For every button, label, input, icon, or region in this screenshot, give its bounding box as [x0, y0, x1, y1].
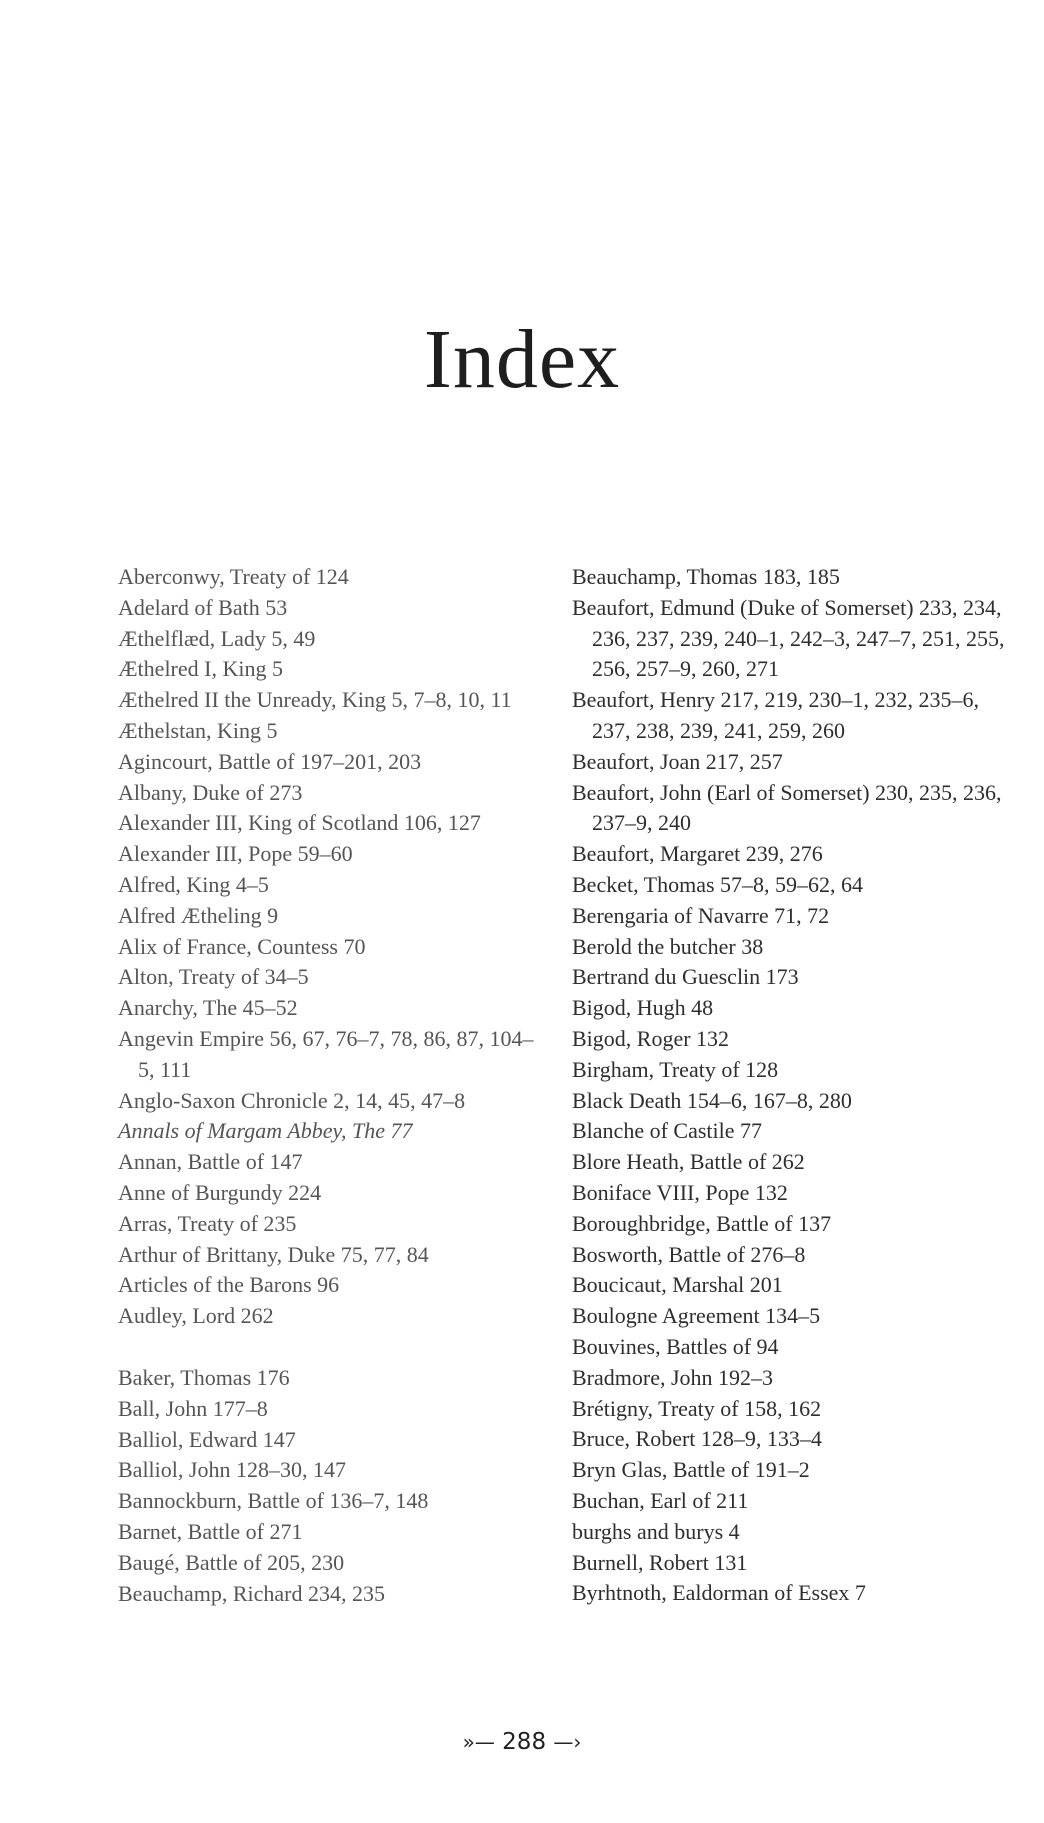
index-entry: Anglo-Saxon Chronicle 2, 14, 45, 47–8 [118, 1087, 466, 1113]
index-entry: Berold the butcher 38 [572, 933, 764, 959]
index-entry: Berengaria of Navarre 71, 72 [572, 902, 830, 928]
index-entry: Agincourt, Battle of 197–201, 203 [118, 748, 422, 774]
index-entry: Annals of Margam Abbey, The 77 [118, 1118, 413, 1144]
index-entry: Beaufort, Joan 217, 257 [572, 748, 783, 774]
index-entry: Byrhtnoth, Ealdorman of Essex 7 [572, 1580, 866, 1606]
index-entry: Æthelflæd, Lady 5, 49 [118, 625, 316, 651]
index-entry: Bradmore, John 192–3 [572, 1364, 774, 1390]
index-entry: Bosworth, Battle of 276–8 [572, 1241, 806, 1267]
page-title: Index [423, 313, 621, 406]
index-column-right [572, 562, 1012, 1609]
index-entry: Beauchamp, Richard 234, 235 [118, 1580, 385, 1606]
index-entry: Boulogne Agreement 134–5 [572, 1303, 821, 1329]
index-entry: Boniface VIII, Pope 132 [572, 1179, 788, 1205]
index-entry: Buchan, Earl of 211 [572, 1487, 749, 1513]
index-entry: Articles of the Barons 96 [118, 1272, 340, 1298]
index-entry: Bouvines, Battles of 94 [572, 1333, 779, 1359]
index-entry: Æthelred II the Unready, King 5, 7–8, 10, 11 [118, 687, 512, 713]
index-entry: Bigod, Roger 132 [572, 1025, 730, 1051]
page-footer [0, 1729, 1044, 1755]
index-entry: Bruce, Robert 128–9, 133–4 [572, 1426, 822, 1452]
index-entry: Bannockburn, Battle of 136–7, 148 [118, 1488, 429, 1514]
index-entry: Æthelred I, King 5 [118, 656, 283, 682]
index-entry: Alexander III, Pope 59–60 [118, 841, 353, 867]
index-entry: Aberconwy, Treaty of 124 [118, 564, 349, 589]
index-entry: Adelard of Bath 53 [118, 594, 288, 620]
index-entry: Brétigny, Treaty of 158, 162 [572, 1395, 822, 1421]
index-entry: Blanche of Castile 77 [572, 1118, 763, 1144]
index-entry: Anarchy, The 45–52 [118, 995, 298, 1021]
index-entry: Albany, Duke of 273 [118, 779, 303, 805]
index-entry: Baker, Thomas 176 [118, 1364, 290, 1390]
index-entry: Beaufort, Henry 217, 219, 230–1, 232, 235–6, 237, 238, 239, 241, 259, 260 [572, 687, 979, 743]
index-entry: Balliol, John 128–30, 147 [118, 1457, 346, 1483]
index-entry: Baugé, Battle of 205, 230 [118, 1549, 345, 1575]
index-entry: Blore Heath, Battle of 262 [572, 1149, 805, 1175]
index-entry: burghs and burys 4 [572, 1518, 740, 1544]
index-entry: Alton, Treaty of 34–5 [118, 964, 309, 990]
index-entry: Beaufort, John (Earl of Somerset) 230, 235, 236, 237–9, 240 [572, 779, 1002, 836]
index-entry: Boroughbridge, Battle of 137 [572, 1210, 832, 1236]
index-entry: Barnet, Battle of 271 [118, 1518, 303, 1544]
index-entry: Annan, Battle of 147 [118, 1149, 303, 1175]
index-entry: Black Death 154–6, 167–8, 280 [572, 1087, 852, 1113]
index-column-left [118, 562, 538, 1609]
index-entry: Alexander III, King of Scotland 106, 127 [118, 810, 481, 836]
index-entry: Balliol, Edward 147 [118, 1426, 296, 1452]
index-entry: Alfred Ætheling 9 [118, 902, 279, 928]
index-entry: Alfred, King 4–5 [118, 871, 269, 897]
index-entry: Arthur of Brittany, Duke 75, 77, 84 [118, 1241, 429, 1267]
index-entry: Beauchamp, Thomas 183, 185 [572, 564, 840, 589]
index-entry: Anne of Burgundy 224 [118, 1179, 322, 1205]
index-entry: Ball, John 177–8 [118, 1395, 268, 1421]
ornament-left: »— [462, 1730, 495, 1754]
ornament-right: —› [553, 1730, 582, 1754]
index-entry: Audley, Lord 262 [118, 1303, 274, 1329]
index-entry: Burnell, Robert 131 [572, 1549, 748, 1575]
index-entry: Beaufort, Margaret 239, 276 [572, 841, 823, 867]
index-entry: Bigod, Hugh 48 [572, 995, 714, 1021]
index-entry: Arras, Treaty of 235 [118, 1210, 297, 1236]
index-entry: Boucicaut, Marshal 201 [572, 1272, 783, 1298]
page-number: 288 [502, 1729, 547, 1755]
index-entry: Alix of France, Countess 70 [118, 933, 366, 959]
index-entry: Becket, Thomas 57–8, 59–62, 64 [572, 871, 864, 897]
index-entry: Birgham, Treaty of 128 [572, 1056, 779, 1082]
index-entry: Angevin Empire 56, 67, 76–7, 78, 86, 87, 104–5, 111 [118, 1025, 534, 1082]
index-entry: Bryn Glas, Battle of 191–2 [572, 1457, 810, 1483]
index-entry: Bertrand du Guesclin 173 [572, 964, 799, 990]
index-entry: Æthelstan, King 5 [118, 717, 278, 743]
index-entry: Beaufort, Edmund (Duke of Somerset) 233, 234, 236, 237, 239, 240–1, 242–3, 247–7, 251, 255, 256, 257–9, 260, 271 [572, 594, 1005, 682]
